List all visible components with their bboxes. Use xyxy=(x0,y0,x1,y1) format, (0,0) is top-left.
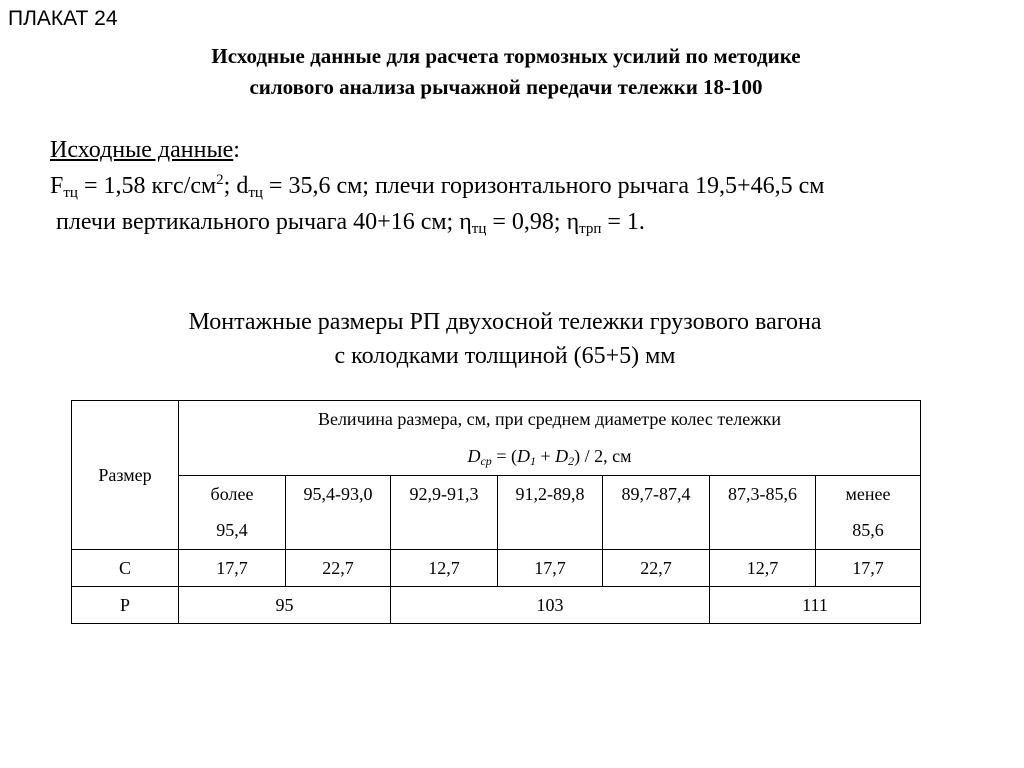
mounting-title xyxy=(0,305,1010,373)
diameter-subscript: тц xyxy=(248,185,263,201)
value-cell: 22,7 xyxy=(286,550,391,587)
diameter-formula xyxy=(179,438,920,475)
range-header-cell xyxy=(816,476,921,550)
initial-data-label: Исходные данные xyxy=(50,137,234,163)
formula-d-subscript: ср xyxy=(480,454,492,468)
initial-data-colon: : xyxy=(233,137,240,163)
range-header-cell: 87,3-85,6 xyxy=(710,476,816,550)
diameter-symbol: ; d xyxy=(223,173,249,199)
eta-cylinder-subscript: тц xyxy=(471,221,487,237)
title-line-2: силового анализа рычажной передачи тележки 18-100 xyxy=(249,75,763,99)
mounting-dimensions-table xyxy=(71,400,921,624)
formula-d1-symbol: D xyxy=(516,446,530,466)
vertical-lever-text: плечи вертикального рычага 40+16 см; η xyxy=(56,209,472,235)
initial-data-line-1 xyxy=(50,168,1010,204)
formula-d-symbol: D xyxy=(467,446,481,466)
row-label-c: С xyxy=(72,550,179,587)
value-cell: 17,7 xyxy=(179,550,286,587)
page-title xyxy=(0,41,1012,103)
eta-cylinder-value: = 0,98; η xyxy=(486,209,580,235)
formula-equals-open: = ( xyxy=(491,446,517,466)
table-row-c xyxy=(72,550,921,587)
value-cell: 22,7 xyxy=(603,550,710,587)
force-symbol: F xyxy=(50,173,64,199)
initial-data-line-2 xyxy=(50,204,1010,240)
mounting-title-line-1: Монтажные размеры РП двухосной тележки грузового вагона xyxy=(188,309,822,335)
range-line-2: 95,4 xyxy=(216,520,248,540)
force-value: = 1,58 кгс/см xyxy=(77,173,217,199)
diameter-header-cell xyxy=(179,401,921,476)
range-line-1: более xyxy=(210,484,254,504)
value-cell: 17,7 xyxy=(498,550,603,587)
formula-d2-subscript: 2 xyxy=(568,454,575,468)
row-label-p: Р xyxy=(72,587,179,624)
value-cell: 12,7 xyxy=(710,550,816,587)
formula-plus: + xyxy=(535,446,556,466)
value-cell: 111 xyxy=(710,587,921,624)
size-header-cell: Размер xyxy=(72,401,179,550)
range-header-cell: 89,7-87,4 xyxy=(603,476,710,550)
range-header-cell: 91,2-89,8 xyxy=(498,476,603,550)
force-subscript: тц xyxy=(63,185,78,201)
poster-label: ПЛАКАТ 24 xyxy=(8,7,118,30)
range-line-2: 85,6 xyxy=(852,520,884,540)
range-header-cell: 95,4-93,0 xyxy=(286,476,391,550)
table-row-p xyxy=(72,587,921,624)
eta-linkage-subscript: трп xyxy=(579,221,602,237)
title-line-1: Исходные данные для расчета тормозных усилий по методике xyxy=(211,44,801,68)
formula-d2-symbol: D xyxy=(555,446,569,466)
initial-data-block xyxy=(50,132,1010,240)
force-unit-superscript: 2 xyxy=(216,172,224,188)
range-header-cell: 92,9-91,3 xyxy=(391,476,498,550)
diameter-header-text: Величина размера, см, при среднем диаметре колес тележки xyxy=(317,409,782,429)
value-cell: 12,7 xyxy=(391,550,498,587)
value-cell: 17,7 xyxy=(816,550,921,587)
range-header-cell xyxy=(179,476,286,550)
eta-linkage-value: = 1. xyxy=(601,209,645,235)
value-cell: 103 xyxy=(391,587,710,624)
formula-close: ) / 2, см xyxy=(574,446,632,466)
formula-d1-subscript: 1 xyxy=(529,454,536,468)
diameter-and-lever-text: = 35,6 см; плечи горизонтального рычага 19,5+46,5 см xyxy=(262,173,825,199)
initial-data-label-line xyxy=(50,132,1010,168)
range-line-1: менее xyxy=(845,484,891,504)
mounting-title-line-2: с колодками толщиной (65+5) мм xyxy=(334,343,676,369)
value-cell: 95 xyxy=(179,587,391,624)
